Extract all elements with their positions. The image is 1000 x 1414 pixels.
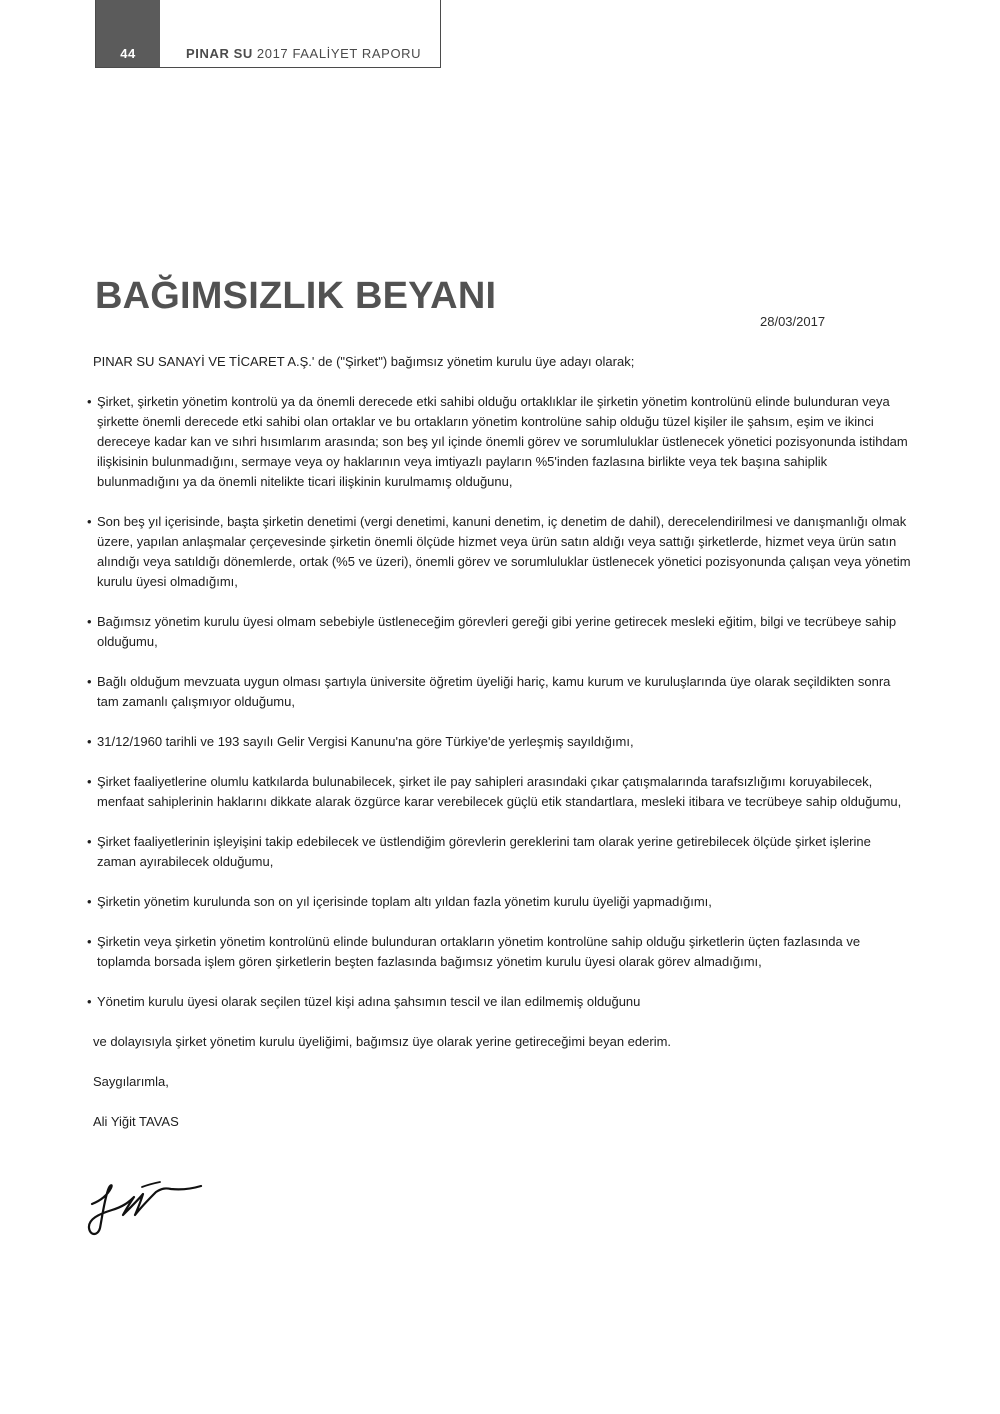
declaration-text: Bağlı olduğum mevzuata uygun olması şartıyla üniversite öğretim üyeliği hariç, kamu kurum ve kuruluşlarında üye olarak seçildikten sonra tam zamanlı çalışmıyor olduğumu, xyxy=(97,674,891,709)
report-title xyxy=(160,0,440,67)
page-header xyxy=(95,0,441,68)
bullet-icon: • xyxy=(87,934,92,949)
declaration-text: Yönetim kurulu üyesi olarak seçilen tüzel kişi adına şahsımın tescil ve ilan edilmemiş olduğunu xyxy=(97,994,641,1009)
signatory-name: Ali Yiğit TAVAS xyxy=(93,1114,179,1129)
document-title: BAĞIMSIZLIK BEYANI xyxy=(95,275,497,317)
signature-icon xyxy=(84,1170,214,1240)
document-body xyxy=(87,352,913,1132)
bullet-icon: • xyxy=(87,674,92,689)
declaration-item xyxy=(87,612,913,652)
declaration-item xyxy=(87,392,913,492)
bullet-icon: • xyxy=(87,894,92,909)
closing-paragraph: ve dolayısıyla şirket yönetim kurulu üyeliğimi, bağımsız üye olarak yerine getireceğimi beyan ederim. xyxy=(93,1034,672,1049)
bullet-icon: • xyxy=(87,734,92,749)
handwritten-signature xyxy=(84,1170,214,1240)
declaration-item xyxy=(87,992,913,1012)
declaration-text: Şirket faaliyetlerinin işleyişini takip edebilecek ve üstlendiğim görevlerin gereklerini tam olarak yerine getirebilecek ölçüde şirket işlerine zaman ayırabilecek olduğumu, xyxy=(97,834,871,869)
declaration-item xyxy=(87,672,913,712)
declaration-text: 31/12/1960 tarihli ve 193 sayılı Gelir Vergisi Kanunu'na göre Türkiye'de yerleşmiş sayıldığımı, xyxy=(97,734,634,749)
bullet-icon: • xyxy=(87,614,92,629)
bullet-icon: • xyxy=(87,514,92,529)
bullet-icon: • xyxy=(87,774,92,789)
bullet-icon: • xyxy=(87,994,92,1009)
declaration-item xyxy=(87,932,913,972)
bullet-icon: • xyxy=(87,394,92,409)
declaration-item xyxy=(87,892,913,912)
declaration-text: Şirket faaliyetlerine olumlu katkılarda bulunabilecek, şirket ile pay sahipleri arasındaki çıkar çatışmalarında tarafsızlığımı koruyabilecek, menfaat sahiplerinin haklarını dikkate alarak özgürce karar verebilecek güçlü etik standartlara, mesleki itibara ve tecrübeye sahip olduğumu, xyxy=(97,774,902,809)
declaration-text: Şirketin yönetim kurulunda son on yıl içerisinde toplam altı yıldan fazla yönetim kurulu üyeliği yapmadığımı, xyxy=(97,894,712,909)
salutation: Saygılarımla, xyxy=(93,1074,169,1089)
declaration-item xyxy=(87,772,913,812)
declaration-text: Bağımsız yönetim kurulu üyesi olmam sebebiyle üstleneceğim görevleri gereği gibi yerine getirecek mesleki eğitim, bilgi ve tecrübeye sahip olduğumu, xyxy=(97,614,897,649)
declaration-item xyxy=(87,512,913,592)
declaration-text: Şirketin veya şirketin yönetim kontrolünü elinde bulunduran ortakların yönetim kontrolüne sahip olduğu şirketlerin üçten fazlasında ve toplamda borsada işlem gören şirketlerin beşten fazlasında bağımsız yönetim kurulu üyesi olarak görev almadığımı, xyxy=(97,934,861,969)
intro-paragraph: PINAR SU SANAYİ VE TİCARET A.Ş.' de ("Şirket") bağımsız yönetim kurulu üye adayı olarak; xyxy=(93,354,635,369)
declaration-item xyxy=(87,732,913,752)
declaration-text: Son beş yıl içerisinde, başta şirketin denetimi (vergi denetimi, kanuni denetim, iç denetim de dahil), derecelendirilmesi ve danışmanlığı olmak üzere, yapılan anlaşmalar çerçevesinde şirketin önemli ölçüde hizmet veya ürün satın aldığı veya sattığı şirketlerde, hizmet veya ürün satın alındığı veya satıldığı dönemlerde, ortak (%5 ve üzeri), önemli görev ve sorumluluklar üstlenecek yönetici pozisyonunda çalışan veya yönetim kurulu üyesi olmadığımı, xyxy=(97,514,911,589)
document-date: 28/03/2017 xyxy=(760,314,826,329)
declaration-text: Şirket, şirketin yönetim kontrolü ya da önemli derecede etki sahibi olduğu ortaklıklar ile şirketin yönetim kontrolünü elinde bulunduran veya şirkette önemli derecede etki sahibi olan ortaklar ve bu ortakların yönetim kontrolüne sahip olduğu tüzel kişiler ile şahsım, eşim ve ikinci dereceye kadar kan ve sıhri hısımlarım arasında; son beş yıl içinde önemli görev ve sorumluluklar üstlenecek yönetici pozisyonunda istihdam ilişkisinin bulunmadığını, sermaye veya oy haklarının veya imtiyazlı payların %5'inden fazlasına birlikte veya tek başına sahiplik bulunmadığını ya da önemli nitelikte ticari ilişkinin kurulmamış olduğunu, xyxy=(97,394,908,489)
page-number: 44 xyxy=(96,0,160,67)
report-name: 2017 FAALİYET RAPORU xyxy=(256,46,422,61)
declaration-list xyxy=(87,392,913,1012)
bullet-icon: • xyxy=(87,834,92,849)
report-brand: PINAR SU xyxy=(186,46,253,61)
declaration-item xyxy=(87,832,913,872)
